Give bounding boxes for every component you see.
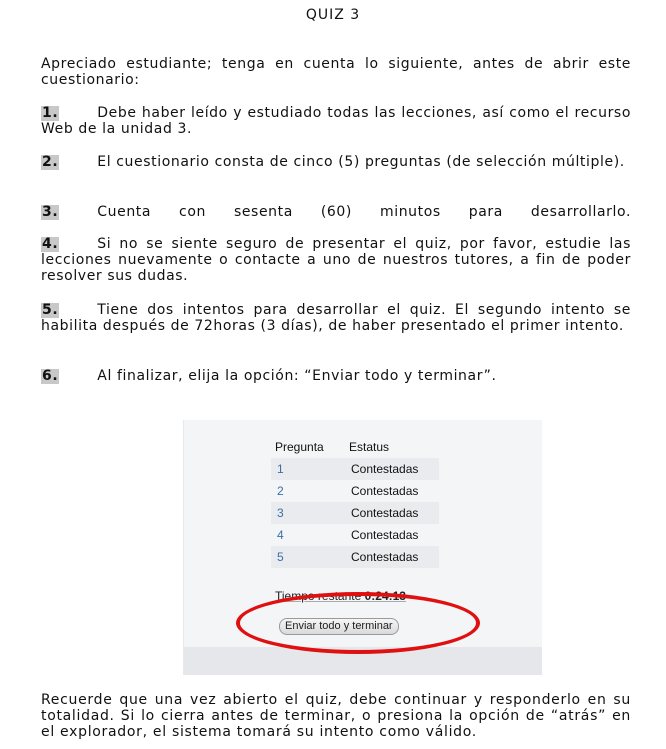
page-title: QUIZ 3: [305, 7, 361, 23]
closing-text: Recuerde que una vez abierto el quiz, debe continuar y responderlo en su totalidad. Si lo cierra antes de terminar, o presiona la opción de “atrás” en el explorador, el sistema tomará su intento como válido.: [41, 692, 631, 740]
question-link[interactable]: 4: [277, 528, 284, 542]
question-link[interactable]: 1: [277, 462, 284, 476]
table-row[interactable]: [271, 502, 439, 524]
list-item-4: [41, 236, 631, 284]
item-number: 4.: [42, 236, 59, 252]
time-remaining: [275, 589, 406, 603]
submit-all-button[interactable]: Enviar todo y terminar: [279, 618, 399, 635]
question-link[interactable]: 5: [277, 550, 284, 564]
item-text: Debe haber leído y estudiado todas las lecciones, así como el recurso Web de la unidad 3.: [41, 105, 631, 137]
column-header-estatus: Estatus: [349, 440, 390, 454]
list-item-2: [41, 154, 631, 170]
quiz-status-table: [271, 436, 439, 568]
item-number: 3.: [42, 204, 59, 220]
column-header-pregunta: Pregunta: [275, 440, 324, 454]
item-number: 5.: [42, 302, 59, 318]
time-remaining-value: 0:24:13: [364, 589, 406, 603]
table-row[interactable]: [271, 458, 439, 480]
intro-text: Apreciado estudiante; tenga en cuenta lo siguiente, antes de abrir este cuestionario:: [41, 56, 631, 88]
question-status: Contestadas: [351, 528, 419, 542]
list-item-3: [41, 204, 631, 220]
item-text: Tiene dos intentos para desarrollar el quiz. El segundo intento se habilita después de 72horas (3 días), de haber presentado el primer intento.: [41, 302, 631, 334]
question-link[interactable]: 3: [277, 506, 284, 520]
quiz-summary-screenshot: [183, 420, 542, 675]
panel-footer: [184, 647, 542, 675]
table-row[interactable]: [271, 546, 439, 568]
table-header: [271, 436, 439, 458]
list-item-5: [41, 302, 631, 334]
item-text: Cuenta con sesenta (60) minutos para desarrollarlo.: [97, 204, 631, 220]
table-row[interactable]: [271, 524, 439, 546]
question-status: Contestadas: [351, 506, 419, 520]
question-status: Contestadas: [351, 484, 419, 498]
question-status: Contestadas: [351, 550, 419, 564]
item-text: Si no se siente seguro de presentar el quiz, por favor, estudie las lecciones nuevamente o contacte a uno de nuestros tutores, a fin de poder resolver sus dudas.: [41, 236, 631, 284]
time-remaining-label: Tiempo restante: [275, 589, 362, 603]
item-text: Al finalizar, elija la opción: “Enviar todo y terminar”.: [97, 368, 497, 384]
list-item-1: [41, 105, 631, 137]
item-number: 1.: [42, 105, 59, 121]
item-number: 2.: [42, 154, 59, 170]
item-text: El cuestionario consta de cinco (5) preguntas (de selección múltiple).: [97, 154, 625, 170]
question-link[interactable]: 2: [277, 484, 284, 498]
item-number: 6.: [42, 368, 59, 384]
list-item-6: [41, 368, 631, 384]
question-status: Contestadas: [351, 462, 419, 476]
table-row[interactable]: [271, 480, 439, 502]
